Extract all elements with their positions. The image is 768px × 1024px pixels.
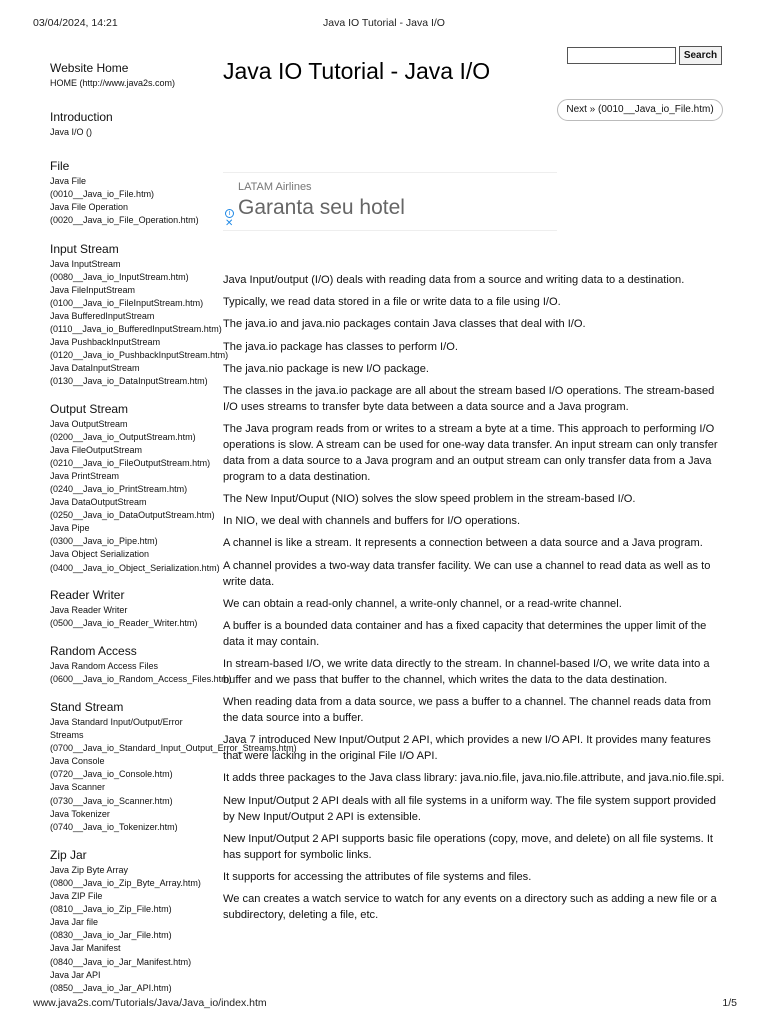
sidebar-group	[50, 159, 230, 227]
ad-headline[interactable]: Garanta seu hotel	[238, 196, 405, 219]
sidebar-group-heading: Website Home	[50, 61, 129, 75]
article-body	[223, 273, 725, 930]
sidebar-link-url[interactable]: (0240__Java_io_PrintStream.htm)	[50, 483, 188, 494]
sidebar-group	[50, 588, 230, 630]
sidebar-link-url[interactable]: (0010__Java_io_File.htm)	[50, 189, 155, 200]
sidebar-group-heading: File	[50, 159, 70, 174]
paragraph: We can obtain a read-only channel, a write-only channel, or a read-write channel.	[223, 597, 622, 610]
sidebar-link-url[interactable]: (0600__Java_io_Random_Access_Files.htm)	[50, 673, 232, 684]
info-icon[interactable]: i	[225, 209, 234, 218]
ad-divider-bottom	[223, 230, 557, 231]
print-page-number: 1/5	[722, 997, 737, 1009]
page-title: Java IO Tutorial - Java I/O	[223, 58, 491, 84]
sidebar-group	[50, 110, 230, 139]
sidebar-link-url[interactable]: (0700__Java_io_Standard_Input_Output_Error_Streams.htm)	[50, 743, 297, 754]
paragraph: The java.io package has classes to perform I/O.	[223, 340, 458, 353]
sidebar-link-continued[interactable]: Streams	[50, 730, 84, 741]
sidebar-link-url[interactable]: (0740__Java_io_Tokenizer.htm)	[50, 821, 178, 832]
sidebar-link[interactable]: Java Tokenizer	[50, 808, 110, 819]
paragraph: The java.nio package is new I/O package.	[223, 362, 429, 375]
sidebar-link[interactable]: Java File Operation	[50, 202, 129, 213]
sidebar-link-url[interactable]: (0720__Java_io_Console.htm)	[50, 769, 173, 780]
paragraph: It supports for accessing the attributes of file systems and files.	[223, 870, 532, 883]
sidebar-link-url[interactable]: (0300__Java_io_Pipe.htm)	[50, 536, 158, 547]
sidebar-group	[50, 242, 230, 389]
paragraph: A channel provides a two-way data transfer facility. We can use a channel to read data as well as to write data.	[223, 559, 711, 588]
sidebar-link[interactable]: Java InputStream	[50, 258, 121, 269]
sidebar-link[interactable]: Java FileInputStream	[50, 284, 136, 295]
sidebar-link-url[interactable]: (0830__Java_io_Jar_File.htm)	[50, 930, 172, 941]
sidebar-link[interactable]: Java PrintStream	[50, 470, 120, 481]
sidebar-link[interactable]: Java File	[50, 176, 87, 187]
print-header	[0, 17, 768, 31]
paragraph: The New Input/Ouput (NIO) solves the slow speed problem in the stream-based I/O.	[223, 493, 636, 506]
paragraph: We can creates a watch service to watch for any events on a directory such as adding a new file or a subdirectory, deleting a file, etc.	[223, 893, 717, 921]
sidebar-group	[50, 61, 230, 90]
paragraph: Java 7 introduced New Input/Output 2 API, which provides a new I/O API. It provides many features that were lacking in the original File I/O API.	[223, 734, 711, 763]
search-input[interactable]	[567, 47, 676, 64]
sidebar-link-url[interactable]: (0730__Java_io_Scanner.htm)	[50, 795, 173, 806]
paragraph: New Input/Output 2 API supports basic file operations (copy, move, and delete) on all file systems. It has support for symbolic links.	[223, 832, 714, 861]
sidebar-link[interactable]: Java I/O ()	[50, 127, 93, 138]
sidebar-link-url[interactable]: (0080__Java_io_InputStream.htm)	[50, 271, 189, 282]
sidebar-group	[50, 848, 230, 995]
sidebar-group	[50, 644, 230, 686]
sidebar-link-url[interactable]: (0800__Java_io_Zip_Byte_Array.htm)	[50, 877, 201, 888]
paragraph: The java.io and java.nio packages contain Java classes that deal with I/O.	[223, 318, 586, 331]
close-icon[interactable]: ✕	[225, 218, 234, 229]
paragraph: A buffer is a bounded data container and has a fixed capacity that determines the upper limit of the data it may contain.	[223, 619, 707, 648]
print-footer	[0, 997, 768, 1011]
sidebar-link[interactable]: Java Jar Manifest	[50, 943, 121, 954]
ad-brand: LATAM Airlines	[238, 181, 312, 193]
paragraph: In stream-based I/O, we write data directly to the stream. In channel-based I/O, we write data into a buffer and we pass that buffer to the channel, which writes the data to the data destination.	[223, 658, 710, 686]
sidebar-link-url[interactable]: (0120__Java_io_PushbackInputStream.htm)	[50, 350, 229, 361]
sidebar-link[interactable]: Java Random Access Files	[50, 660, 159, 671]
sidebar-link-url[interactable]: (0840__Java_io_Jar_Manifest.htm)	[50, 956, 192, 967]
sidebar-group	[50, 402, 230, 575]
print-datetime: 03/04/2024, 14:21	[33, 17, 118, 29]
sidebar-link[interactable]: Java DataInputStream	[50, 363, 140, 374]
paragraph: When reading data from a data source, we pass a buffer to a channel. The channel reads data from the data source into a buffer.	[223, 696, 712, 725]
sidebar-link[interactable]: Java Object Serialization	[50, 549, 150, 560]
ad-banner[interactable]	[223, 172, 557, 230]
sidebar-link[interactable]: Java DataOutputStream	[50, 497, 147, 508]
paragraph: Typically, we read data stored in a file or write data to a file using I/O.	[223, 296, 561, 309]
sidebar-link[interactable]: Java PushbackInputStream	[50, 337, 161, 348]
paragraph: The Java program reads from or writes to a stream a byte at a time. This approach to performing I/O operations is slow. A stream can be used for one-way data transfer. An input stream can only transfer data from a data source to a Java program and an output stream can only transfer data from a Java program to a data destination.	[223, 423, 718, 483]
sidebar-link[interactable]: Java Jar file	[50, 917, 99, 928]
sidebar-link-url[interactable]: (0130__Java_io_DataInputStream.htm)	[50, 376, 208, 387]
print-doc-title: Java IO Tutorial - Java I/O	[323, 17, 445, 29]
sidebar-link[interactable]: Java Standard Input/Output/Error	[50, 717, 183, 727]
paragraph: The classes in the java.io package are all about the stream based I/O operations. The stream-based I/O uses streams to transfer byte data between a data source and a Java program.	[223, 385, 715, 413]
sidebar-link-url[interactable]: (0500__Java_io_Reader_Writer.htm)	[50, 617, 198, 628]
sidebar-group-heading: Introduction	[50, 110, 113, 125]
sidebar-link-url[interactable]: (0810__Java_io_Zip_File.htm)	[50, 904, 172, 915]
sidebar-link[interactable]: Java Reader Writer	[50, 604, 128, 615]
sidebar-link-url[interactable]: (0250__Java_io_DataOutputStream.htm)	[50, 510, 215, 521]
sidebar-link-url[interactable]: (0110__Java_io_BufferedInputStream.htm)	[50, 324, 222, 335]
sidebar-link[interactable]: Java Pipe	[50, 523, 90, 534]
sidebar-link[interactable]: Java Scanner	[50, 782, 106, 793]
sidebar-link[interactable]: Java Console	[50, 756, 105, 767]
sidebar-link[interactable]: Java ZIP File	[50, 891, 103, 902]
sidebar-group-heading: Random Access	[50, 643, 137, 658]
print-url: www.java2s.com/Tutorials/Java/Java_io/index.htm	[33, 997, 267, 1009]
next-page-link[interactable]: Next » (0010__Java_io_File.htm)	[557, 99, 723, 121]
paragraph: New Input/Output 2 API deals with all file systems in a uniform way. The file system support provided by New Input/Output 2 API is extensible.	[223, 794, 716, 823]
sidebar-link[interactable]: Java BufferedInputStream	[50, 310, 155, 321]
sidebar-group-heading: Reader Writer	[50, 587, 125, 602]
paragraph: Java Input/output (I/O) deals with reading data from a source and writing data to a destination.	[223, 274, 685, 286]
sidebar-group-heading: Input Stream	[50, 241, 119, 256]
sidebar-link-url[interactable]: (0100__Java_io_FileInputStream.htm)	[50, 297, 204, 308]
sidebar-link[interactable]: Java OutputStream	[50, 418, 128, 429]
sidebar-group	[50, 700, 297, 834]
sidebar-link[interactable]: Java Zip Byte Array	[50, 864, 129, 875]
sidebar-link[interactable]: HOME (http://www.java2s.com)	[50, 78, 176, 88]
sidebar-link-url[interactable]: (0200__Java_io_OutputStream.htm)	[50, 431, 196, 442]
sidebar-group-heading: Output Stream	[50, 401, 129, 416]
sidebar-link[interactable]: Java Jar API	[50, 969, 101, 980]
paragraph: In NIO, we deal with channels and buffers for I/O operations.	[223, 515, 521, 528]
sidebar-link-url[interactable]: (0400__Java_io_Object_Serialization.htm)	[50, 562, 220, 573]
sidebar-group-heading: Stand Stream	[50, 700, 124, 714]
search-button[interactable]: Search	[679, 46, 722, 65]
paragraph: A channel is like a stream. It represents a connection between a data source and a Java program.	[223, 537, 703, 550]
paragraph: It adds three packages to the Java class library: java.nio.file, java.nio.file.attribute, and java.nio.file.spi.	[223, 772, 725, 785]
sidebar-link-url[interactable]: (0210__Java_io_FileOutputStream.htm)	[50, 457, 211, 468]
sidebar-link-url[interactable]: (0020__Java_io_File_Operation.htm)	[50, 215, 199, 226]
sidebar-group-heading: Zip Jar	[50, 847, 87, 862]
sidebar-link-url[interactable]: (0850__Java_io_Jar_API.htm)	[50, 982, 172, 993]
sidebar-link[interactable]: Java FileOutputStream	[50, 444, 143, 455]
